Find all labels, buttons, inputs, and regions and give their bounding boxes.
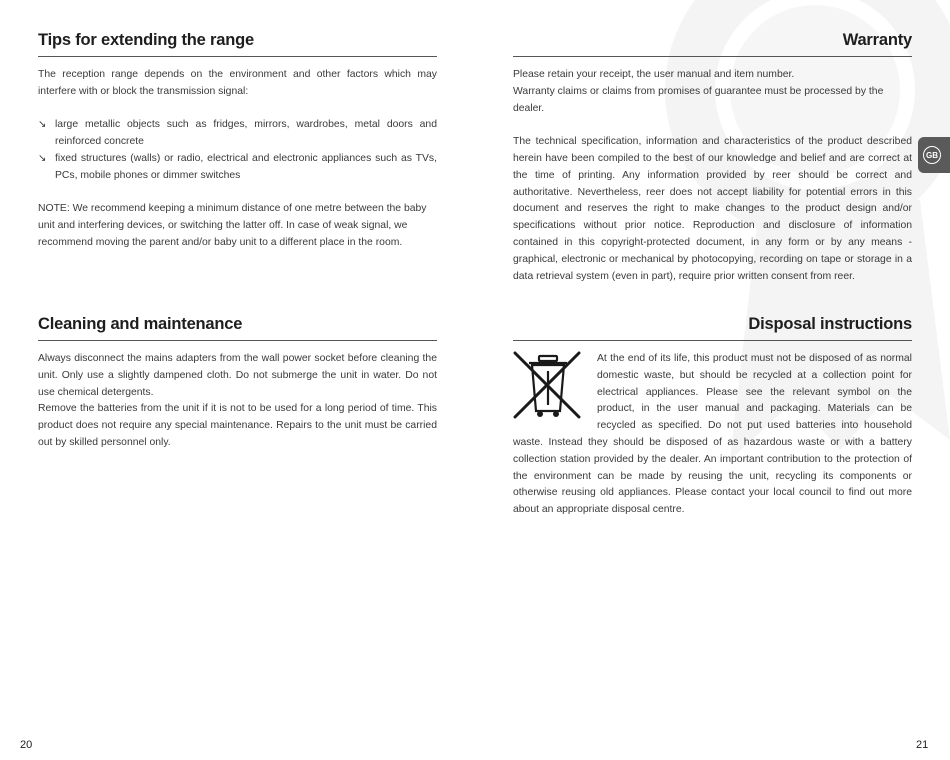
bullet-text: fixed structures (walls) or radio, electrical and electronic appliances such as TVs, PCs, mobile phones or dimmer switches (55, 152, 437, 181)
warranty-paragraph-2: Warranty claims or claims from promises of guarantee must be processed by the dealer. (513, 85, 884, 114)
disposal-paragraph: At the end of its life, this product must not be disposed of as normal domestic waste, but should be recycled at a collection point for electrical appliances. Please see the relevant symbol on the product, in the user manual and packaging. Materials can be recycled as specified. Do not put used batteries into household waste. Instead they should be disposed of as hazardous waste or with a battery collection station provided by the dealer. An important contribution to the protection of the environment can be made by reusing the unit, recycling its components or otherwise reusing old appliances. Please contact your local council to find out more about an appropriate disposal centre. (513, 353, 912, 516)
list-item (38, 151, 437, 185)
bullet-text: large metallic objects such as fridges, mirrors, wardrobes, metal doors and reinforced concrete (55, 119, 437, 148)
range-heading: Tips for extending the range (38, 30, 437, 57)
cleaning-section (38, 314, 437, 452)
cleaning-paragraph-2: Remove the batteries from the unit if it is not to be used for a long period of time. This product does not require any special maintenance. Repairs to the unit must be carried out by skilled personnel only. (38, 403, 437, 448)
crossed-out-bin-icon (513, 351, 583, 421)
arrow-icon: ↘ (38, 119, 47, 131)
range-intro: The reception range depends on the environment and other factors which may interfere with or block the transmission signal: (38, 69, 437, 97)
cleaning-paragraph-1: Always disconnect the mains adapters from the wall power socket before cleaning the unit. Only use a slightly dampened cloth. Do not submerge the unit in water. Do not use chemical detergents. (38, 353, 437, 398)
page-number-left: 20 (20, 739, 33, 751)
disposal-heading: Disposal instructions (513, 314, 912, 341)
warranty-section (513, 30, 912, 285)
page-number-right: 21 (916, 739, 929, 751)
warranty-heading: Warranty (513, 30, 912, 57)
range-section (38, 30, 437, 252)
disposal-section (513, 314, 912, 519)
warranty-paragraph-1: Please retain your receipt, the user manual and item number. (513, 69, 795, 80)
warranty-paragraph-3: The technical specification, information and characteristics of the product described herein have been compiled to the best of our knowledge and belief and are correct at the time of printing. Any information provided by reer should be correct and authoritative. Nevertheless, reer does not accept liability for potential errors in this document and reserves the right to make changes to the product design and/or specifications without prior notice. Reproduction and disclosure of information contained in this copyright-protected document, in any form or by any means - graphical, electronic or mechanical by photocopying, recording on tape or storage in a data retrieval system (even in part), require prior written consent from reer. (513, 136, 912, 282)
language-tab (918, 137, 950, 173)
range-bullet-list (38, 117, 437, 184)
language-badge: GB (923, 146, 941, 164)
range-note: NOTE: We recommend keeping a minimum distance of one metre between the baby unit and interfering devices, or switching the latter off. In case of weak signal, we recommend moving the parent and/or baby unit to a different place in the room. (38, 203, 427, 248)
arrow-icon: ↘ (38, 152, 47, 164)
list-item (38, 117, 437, 151)
cleaning-heading: Cleaning and maintenance (38, 314, 437, 341)
